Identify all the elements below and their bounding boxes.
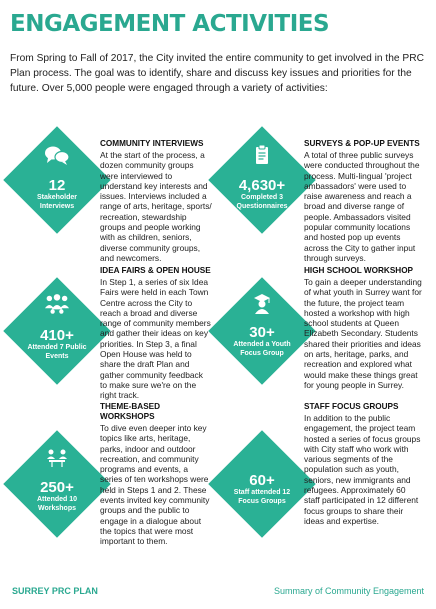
activity-heading: IDEA FAIRS & OPEN HOUSE (100, 266, 211, 275)
activity-block-surveys (304, 139, 422, 263)
activity-heading: COMMUNITY INTERVIEWS (100, 139, 204, 148)
activity-block-theme-workshops (100, 402, 212, 547)
stat-value: 250+ (40, 479, 74, 496)
group-icon (42, 293, 72, 317)
activity-block-high-school (304, 266, 422, 390)
activity-heading: THEME-BASED WORKSHOPS (100, 402, 161, 421)
stat-badge-content-surveys (224, 145, 300, 211)
graduate-icon (249, 292, 275, 314)
stat-caption: Attended 10 Workshops (36, 496, 78, 512)
activity-block-staff-focus (304, 402, 422, 526)
activity-body: To gain a deeper understanding of what youth in Surrey want for the future, the project team hosted a workshop with high school students at Queen Elizabeth Secondary. Students shared their priorities and ideas on arts, heritage, parks, and recreation and explored what would make these things great for young people in Surrey. (304, 277, 422, 390)
stat-value: 12 (48, 177, 66, 194)
activity-body: In addition to the public engagement, the project team hosted a series of focus groups with City staff who work with various segments of the population such as youth, seniors, new immigrants and refugees. Approximately 60 staff participated in 12 different focus groups to share their ideas and expertise. (304, 413, 421, 526)
footer-document-title: Summary of Community Engagement (273, 586, 424, 596)
activity-block-idea-fairs (100, 266, 212, 401)
footer-plan-name: SURREY PRC PLAN (12, 586, 98, 596)
stat-value: 4,630+ (238, 177, 286, 194)
activity-block-interviews (100, 139, 212, 263)
activity-body: To dive even deeper into key topics like arts, heritage, parks, indoor and outdoor recreation, and community programs and events, a series of ten workshops were held in Steps 1 and 2. These events invited key community groups and the public to engage in a dialogue about the topics that were most important to them. (100, 423, 210, 547)
stat-caption: Stakeholder Interviews (36, 194, 78, 210)
activity-body: At the start of the process, a dozen community groups were interviewed to understand key interests and issues. Interviews included a range of arts, heritage, sports/ recreation, stewardship groups and people working with as children, seniors, diverse community groups, and newcomers. (100, 150, 212, 263)
stat-value: 60+ (249, 472, 275, 489)
activity-body: In Step 1, a series of six Idea Fairs were held in each Town Centre across the City to reach a broad and diverse range of community members and gather their ideas on key priorities. In Step 3, a final Open House was held to share the draft Plan and gather community feedback to make sure we're on the right track. (100, 277, 211, 401)
activity-body: A total of three public surveys were conducted throughout the process. Multi-lingual 'project ambassadors' were used to raise awareness and reach a broad and diverse range of people. Ambassadors visited popular community locations and hosted pop up events across the City to gather input through surveys. (304, 150, 420, 263)
stat-badge-content-interviews (19, 145, 95, 211)
page-title: ENGAGEMENT ACTIVITIES (10, 11, 330, 37)
stat-badge-content-idea-fairs (19, 293, 95, 361)
stat-badge-content-high-school (224, 292, 300, 358)
stat-caption: Completed 3 Questionnaires (236, 194, 288, 210)
activity-heading: SURVEYS & POP-UP EVENTS (304, 139, 420, 148)
stat-value: 30+ (249, 324, 275, 341)
stat-caption: Attended a Youth Focus Group (233, 341, 291, 357)
activity-heading: STAFF FOCUS GROUPS (304, 402, 399, 411)
intro-paragraph: From Spring to Fall of 2017, the City invited the entire community to get involved in the PRC Plan process. The goal was to identify, share and discuss key issues and priorities for the future. Over 5,000 people were engaged through a variety of activities: (10, 53, 424, 94)
chat-bubbles-icon (44, 145, 70, 167)
stat-caption: Staff attended 12 Focus Groups (233, 489, 291, 505)
stat-badge-content-theme-workshops (19, 447, 95, 513)
activity-heading: HIGH SCHOOL WORKSHOP (304, 266, 414, 275)
stat-badge-content-staff-focus (224, 470, 300, 506)
stat-caption: Attended 7 Public Events (27, 344, 87, 360)
meeting-icon (44, 447, 70, 469)
clipboard-icon (249, 145, 275, 167)
stat-value: 410+ (40, 327, 74, 344)
